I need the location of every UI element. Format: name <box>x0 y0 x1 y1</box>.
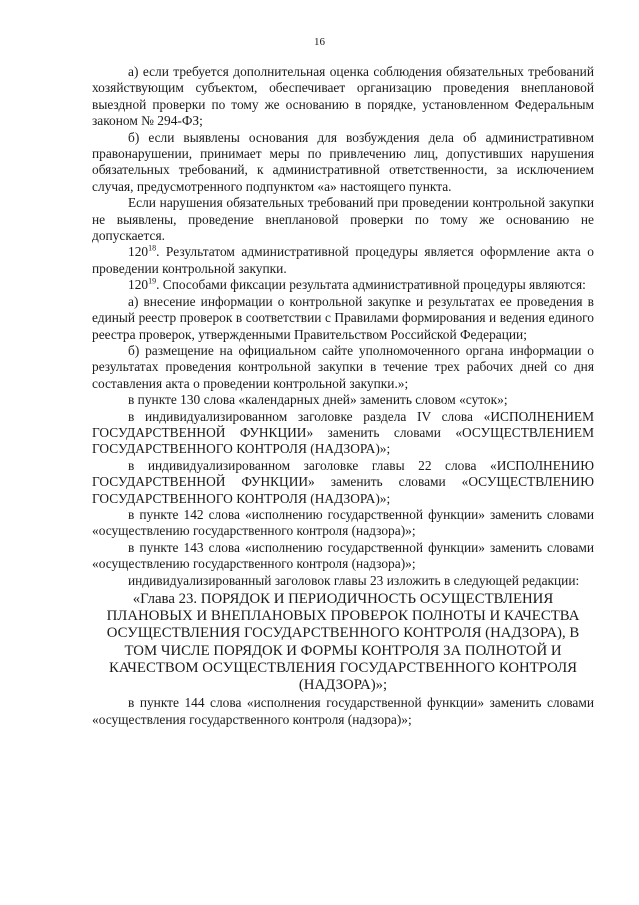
paragraph-point-144: в пункте 144 слова «исполнения государственной функции» заменить словами «осуществления государственного контроля (надзора)»; <box>92 695 594 727</box>
document-body <box>92 64 594 728</box>
paragraph-section-4-heading: в индивидуализированном заголовке раздела IV слова «ИСПОЛНЕНИЕМ ГОСУДАРСТВЕННОЙ ФУНКЦИИ» заменить словами «ОСУЩЕСТВЛЕНИЕМ ГОСУДАРСТВЕННОГО КОНТРОЛЯ (НАДЗОРА)»; <box>92 408 594 457</box>
paragraph-120-18 <box>92 244 594 277</box>
page-number: 16 <box>314 36 325 48</box>
paragraph-chapter-22-heading: в индивидуализированном заголовке главы 22 слова «ИСПОЛНЕНИЮ ГОСУДАРСТВЕННОЙ ФУНКЦИИ» заменить словами «ОСУЩЕСТВЛЕНИЮ ГОСУДАРСТВЕННОГО КОНТРОЛЯ (НАДЗОРА)»; <box>92 457 594 506</box>
paragraph-120-19 <box>92 277 594 293</box>
clause-text: . Результатом административной процедуры является оформление акта о проведении контрольной закупки. <box>92 244 594 276</box>
paragraph-no-violations: Если нарушения обязательных требований при проведении контрольной закупки не выявлены, проведение внеплановой проверки по тому же основанию не допускается. <box>92 195 594 244</box>
clause-text: . Способами фиксации результата административной процедуры являются: <box>156 277 586 293</box>
chapter-23-heading: «Глава 23. ПОРЯДОК И ПЕРИОДИЧНОСТЬ ОСУЩЕСТВЛЕНИЯ ПЛАНОВЫХ И ВНЕПЛАНОВЫХ ПРОВЕРОК ПОЛНОТЫ И КАЧЕСТВА ОСУЩЕСТВЛЕНИЯ ГОСУДАРСТВЕННОГО КОНТРОЛЯ (НАДЗОРА), В ТОМ ЧИСЛЕ ПОРЯДОК И ФОРМЫ КОНТРОЛЯ ЗА ПОЛНОТОЙ И КАЧЕСТВОМ ОСУЩЕСТВЛЕНИЯ ГОСУДАРСТВЕННОГО КОНТРОЛЯ (НАДЗОРА)»; <box>106 591 580 694</box>
paragraph-19-subpoint-b: б) размещение на официальном сайте уполномоченного органа информации о результатах проведения контрольной закупки в течение трех рабочих дней со дня составления акта о проведении контрольной закупки.»; <box>92 342 594 391</box>
clause-superscript: 18 <box>148 244 157 253</box>
paragraph-subpoint-a: а) если требуется дополнительная оценка соблюдения обязательных требований хозяйствующим субъектом, обеспечивает организацию проведения внеплановой выездной проверки по тому же основанию в порядке, установленном Федеральным законом № 294-ФЗ; <box>92 64 594 129</box>
paragraph-19-subpoint-a: а) внесение информации о контрольной закупке и результатах ее проведения в единый реестр проверок в соответствии с Правилами формирования и ведения единого реестра проверок, утвержденными Правительством Российской Федерации; <box>92 293 594 342</box>
paragraph-subpoint-b: б) если выявлены основания для возбуждения дела об административном правонарушении, принимает меры по привлечению лиц, допустивших нарушения обязательных требований, к административной ответственности, за исключением случая, предусмотренного подпунктом «а» настоящего пункта. <box>92 129 594 194</box>
clause-superscript: 19 <box>148 276 157 286</box>
paragraph-point-130: в пункте 130 слова «календарных дней» заменить словом «суток»; <box>128 392 508 408</box>
paragraph-point-142: в пункте 142 слова «исполнению государственной функции» заменить словами «осуществлению государственного контроля (надзора)»; <box>92 506 594 539</box>
paragraph-chapter-23-intro: индивидуализированный заголовок главы 23 изложить в следующей редакции: <box>128 572 580 588</box>
clause-number: 120 <box>128 277 149 293</box>
clause-number: 120 <box>128 244 149 260</box>
paragraph-point-143: в пункте 143 слова «исполнению государственной функции» заменить словами «осуществлению государственного контроля (надзора)»; <box>92 539 594 572</box>
